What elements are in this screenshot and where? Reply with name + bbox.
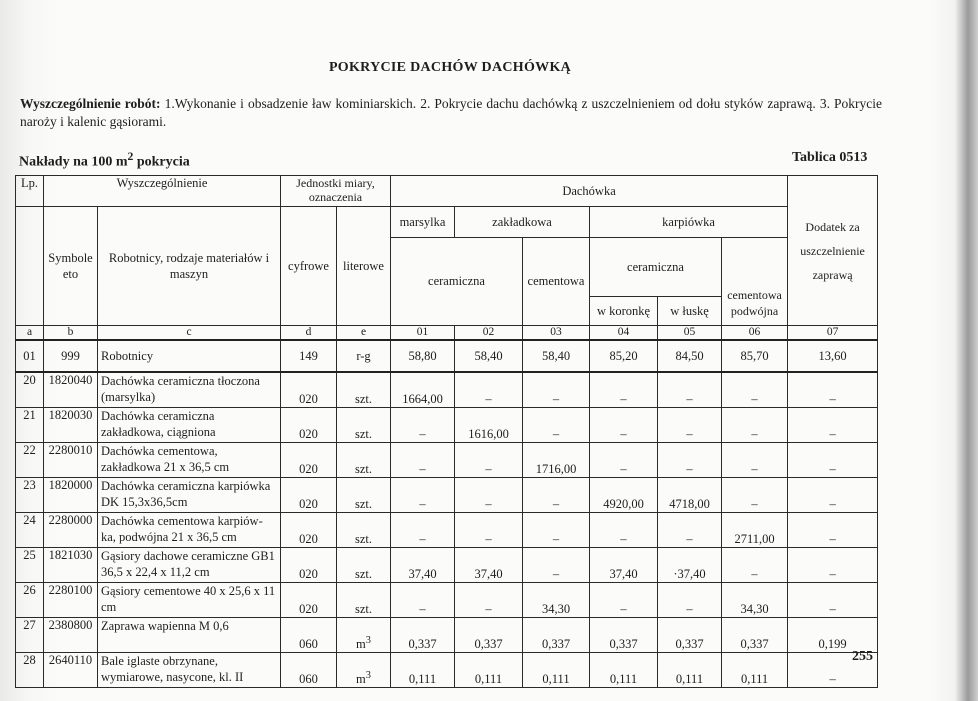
row-value: – xyxy=(788,408,878,443)
row-value: – xyxy=(722,478,788,513)
row-unit-symbol xyxy=(337,408,391,443)
row-value: 85,20 xyxy=(590,340,658,372)
row-symbol: 2280000 xyxy=(44,513,98,548)
index-cell: c xyxy=(98,326,281,341)
row-symbol: 999 xyxy=(44,340,98,372)
table-row xyxy=(16,443,878,478)
row-symbol: 1821030 xyxy=(44,548,98,583)
row-value: – xyxy=(590,513,658,548)
index-cell: b xyxy=(44,326,98,341)
row-value: 4718,00 xyxy=(658,478,722,513)
row-value: 84,50 xyxy=(658,340,722,372)
index-cell: 01 xyxy=(391,326,455,341)
row-value: – xyxy=(391,583,455,618)
row-value: – xyxy=(722,372,788,408)
row-name: Zaprawa wapienna M 0,6 xyxy=(98,618,281,653)
unit-exponent: 3 xyxy=(365,669,371,681)
row-name: Dachówka ceramiczna tłoczona (marsylka) xyxy=(98,372,281,408)
header-literowe: literowe xyxy=(337,207,391,326)
table-row xyxy=(16,618,878,653)
header-robotnicy: Robotnicy, rodzaje materiałów i maszyn xyxy=(98,207,281,326)
description-label: Wyszczególnienie robót: xyxy=(20,96,161,111)
unit-text: szt. xyxy=(354,392,372,406)
row-value: – xyxy=(455,583,523,618)
row-value: – xyxy=(788,653,878,688)
row-value: – xyxy=(590,408,658,443)
row-value: – xyxy=(523,408,590,443)
row-unit-code: 020 xyxy=(281,548,337,583)
row-lp: 25 xyxy=(16,548,44,583)
row-value: 37,40 xyxy=(391,548,455,583)
table-row xyxy=(16,478,878,513)
work-description xyxy=(20,95,882,131)
naklady-heading xyxy=(19,150,190,171)
row-value: ·37,40 xyxy=(658,548,722,583)
index-cell: 05 xyxy=(658,326,722,341)
row-value: – xyxy=(658,372,722,408)
row-value: 1664,00 xyxy=(391,372,455,408)
table-row xyxy=(16,372,878,408)
row-unit-symbol xyxy=(337,478,391,513)
header-cyfrowe: cyfrowe xyxy=(281,207,337,326)
row-lp: 22 xyxy=(16,443,44,478)
row-name: Dachówka cementowa karpiów-ka, podwójna 21 x 36,5 cm xyxy=(98,513,281,548)
row-name: Dachówka cementowa, zakładkowa 21 x 36,5 cm xyxy=(98,443,281,478)
row-value: – xyxy=(722,408,788,443)
page-number: 255 xyxy=(852,649,873,664)
row-value: 0,337 xyxy=(658,618,722,653)
row-value: – xyxy=(455,513,523,548)
row-lp: 23 xyxy=(16,478,44,513)
row-value: 0,111 xyxy=(455,653,523,688)
table-row xyxy=(16,340,878,372)
row-lp: 28 xyxy=(16,653,44,688)
row-value: – xyxy=(722,443,788,478)
row-lp: 20 xyxy=(16,372,44,408)
index-cell: 04 xyxy=(590,326,658,341)
row-value: – xyxy=(788,513,878,548)
header-w-koronke: w koronkę xyxy=(590,297,658,326)
header-w-luske: w łuskę xyxy=(658,297,722,326)
row-value: 58,40 xyxy=(523,340,590,372)
row-symbol: 2280010 xyxy=(44,443,98,478)
row-value: – xyxy=(788,372,878,408)
row-symbol: 2640110 xyxy=(44,653,98,688)
page-title: POKRYCIE DACHÓW DACHÓWKĄ xyxy=(328,60,572,75)
norms-table xyxy=(15,175,878,688)
row-value: – xyxy=(391,443,455,478)
table-row xyxy=(16,548,878,583)
row-value: – xyxy=(455,478,523,513)
labour-row-group xyxy=(16,340,878,372)
row-value: – xyxy=(523,513,590,548)
row-value: – xyxy=(722,548,788,583)
row-value: 0,337 xyxy=(590,618,658,653)
index-row-group xyxy=(16,326,878,341)
row-value: 0,337 xyxy=(523,618,590,653)
index-cell: 03 xyxy=(523,326,590,341)
index-cell: a xyxy=(16,326,44,341)
row-unit-code: 020 xyxy=(281,478,337,513)
row-value: 58,80 xyxy=(391,340,455,372)
row-unit-code: 020 xyxy=(281,372,337,408)
row-value: 1716,00 xyxy=(523,443,590,478)
index-cell: 07 xyxy=(788,326,878,341)
row-unit-symbol xyxy=(337,583,391,618)
row-value: – xyxy=(590,583,658,618)
row-value: 37,40 xyxy=(455,548,523,583)
row-value: – xyxy=(523,372,590,408)
unit-text: szt. xyxy=(354,427,372,441)
naklady-sup: 2 xyxy=(127,150,134,163)
index-cell: d xyxy=(281,326,337,341)
index-cell: e xyxy=(337,326,391,341)
row-value: – xyxy=(658,443,722,478)
description-text: 1.Wykonanie i obsadzenie ław kominiarskich. 2. Pokrycie dachu dachówką z uszczelnieniem od dołu styków zaprawą. 3. Pokrycie naroży i kalenic gąsiorami. xyxy=(20,96,882,129)
row-value: 37,40 xyxy=(590,548,658,583)
unit-text: szt. xyxy=(354,462,372,476)
table-row xyxy=(16,408,878,443)
row-symbol: 1820030 xyxy=(44,408,98,443)
row-unit-symbol xyxy=(337,513,391,548)
header-karpiowka: karpiówka xyxy=(590,207,788,238)
row-lp: 27 xyxy=(16,618,44,653)
header-ceramiczna-a: ceramiczna xyxy=(391,238,523,326)
header-jednostki: Jednostki miary, oznaczenia xyxy=(281,176,391,207)
row-lp: 21 xyxy=(16,408,44,443)
row-value: – xyxy=(455,443,523,478)
row-value: 0,337 xyxy=(455,618,523,653)
row-unit-symbol xyxy=(337,618,391,653)
row-name: Gąsiory dachowe ceramiczne GB1 36,5 x 22,4 x 11,2 cm xyxy=(98,548,281,583)
row-value: 0,111 xyxy=(590,653,658,688)
row-name: Bale iglaste obrzynane, wymiarowe, nasycone, kl. II xyxy=(98,653,281,688)
row-value: 0,337 xyxy=(391,618,455,653)
header-dachowka: Dachówka xyxy=(391,176,788,207)
row-value: – xyxy=(590,443,658,478)
row-unit-code: 020 xyxy=(281,443,337,478)
row-value: 0,111 xyxy=(658,653,722,688)
index-cell: 06 xyxy=(722,326,788,341)
row-value: – xyxy=(788,478,878,513)
row-value: – xyxy=(523,478,590,513)
row-value: 2711,00 xyxy=(722,513,788,548)
row-value: 58,40 xyxy=(455,340,523,372)
row-name: Dachówka ceramiczna karpiówka DK 15,3x36,5cm xyxy=(98,478,281,513)
row-symbol: 1820040 xyxy=(44,372,98,408)
row-value: – xyxy=(391,513,455,548)
row-unit-code: 060 xyxy=(281,653,337,688)
row-value: – xyxy=(523,548,590,583)
row-unit-symbol xyxy=(337,548,391,583)
row-value: – xyxy=(788,583,878,618)
row-value: 85,70 xyxy=(722,340,788,372)
table-row xyxy=(16,653,878,688)
row-unit-code: 020 xyxy=(281,513,337,548)
row-value: 4920,00 xyxy=(590,478,658,513)
header-dodatek: Dodatek za uszczelnienie zaprawą xyxy=(788,176,878,326)
row-value: – xyxy=(391,478,455,513)
row-value: 0,337 xyxy=(722,618,788,653)
row-unit-code: 060 xyxy=(281,618,337,653)
header-symbole: Symbole eto xyxy=(44,207,98,326)
row-value: – xyxy=(788,548,878,583)
naklady-prefix: Nakłady na 100 m xyxy=(19,154,128,170)
header-cementowa: cementowa xyxy=(523,238,590,326)
row-value: 0,111 xyxy=(391,653,455,688)
table-number: Tablica 0513 xyxy=(792,150,868,165)
header-wyszczegolnienie: Wyszczególnienie xyxy=(44,176,281,207)
row-unit-symbol xyxy=(337,443,391,478)
header-lp-blank xyxy=(16,207,44,326)
row-unit-symbol: r-g xyxy=(337,340,391,372)
unit-text: m xyxy=(356,637,366,651)
header-marsylka: marsylka xyxy=(391,207,455,238)
row-value: – xyxy=(658,408,722,443)
row-unit-code: 020 xyxy=(281,408,337,443)
row-value: – xyxy=(788,443,878,478)
row-lp: 01 xyxy=(16,340,44,372)
row-lp: 26 xyxy=(16,583,44,618)
table-row xyxy=(16,513,878,548)
index-cell: 02 xyxy=(455,326,523,341)
table-row xyxy=(16,583,878,618)
row-unit-code: 149 xyxy=(281,340,337,372)
row-value: 0,111 xyxy=(722,653,788,688)
unit-text: m xyxy=(356,672,366,686)
row-value: 0,199 xyxy=(788,618,878,653)
row-value: – xyxy=(658,583,722,618)
row-value: – xyxy=(590,372,658,408)
row-unit-symbol xyxy=(337,653,391,688)
unit-text: szt. xyxy=(354,567,372,581)
row-name: Robotnicy xyxy=(98,340,281,372)
table-header xyxy=(16,176,878,326)
row-value: 0,111 xyxy=(523,653,590,688)
unit-text: szt. xyxy=(354,532,372,546)
header-cementowa-podwojna: cementowa podwójna xyxy=(722,238,788,326)
row-name: Gąsiory cementowe 40 x 25,6 x 11 cm xyxy=(98,583,281,618)
row-value: – xyxy=(658,513,722,548)
row-value: 34,30 xyxy=(722,583,788,618)
row-symbol: 2380800 xyxy=(44,618,98,653)
row-value: 1616,00 xyxy=(455,408,523,443)
row-lp: 24 xyxy=(16,513,44,548)
header-ceramiczna-b: ceramiczna xyxy=(590,238,722,297)
naklady-suffix: pokrycia xyxy=(133,154,190,170)
row-symbol: 2280100 xyxy=(44,583,98,618)
row-value: 34,30 xyxy=(523,583,590,618)
header-zakladkowa: zakładkowa xyxy=(455,207,590,238)
row-symbol: 1820000 xyxy=(44,478,98,513)
index-row xyxy=(16,326,878,341)
header-lp: Lp. xyxy=(16,176,44,207)
unit-text: szt. xyxy=(354,497,372,511)
materials-row-group xyxy=(16,372,878,688)
row-unit-code: 020 xyxy=(281,583,337,618)
row-value: 13,60 xyxy=(788,340,878,372)
row-value: – xyxy=(455,372,523,408)
unit-text: szt. xyxy=(354,602,372,616)
row-name: Dachówka ceramiczna zakładkowa, ciągniona xyxy=(98,408,281,443)
row-unit-symbol xyxy=(337,372,391,408)
row-value: – xyxy=(391,408,455,443)
unit-exponent: 3 xyxy=(365,634,371,646)
